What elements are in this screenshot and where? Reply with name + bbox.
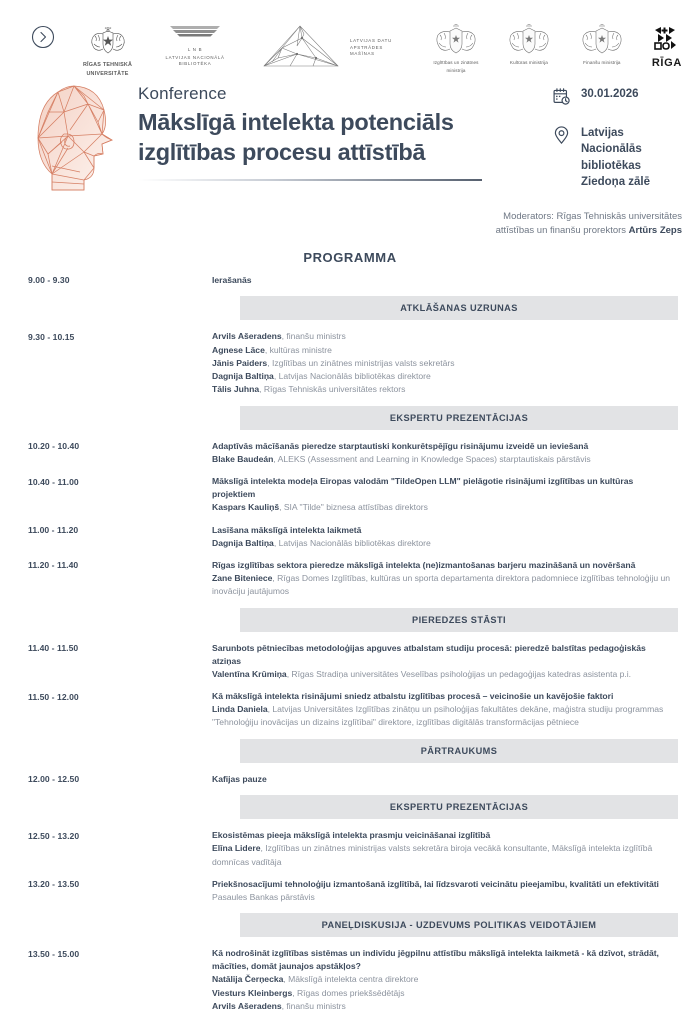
rtu-logo-caption-2: UNIVERSITĀTE (86, 71, 129, 78)
conference-header (0, 78, 700, 204)
program-section-bar (240, 296, 678, 320)
moderator-line-1: Moderators: Rīgas Tehniskās universitātes (503, 211, 682, 223)
program-row (0, 947, 678, 1013)
program-row (0, 690, 678, 730)
program-speaker (212, 501, 672, 514)
moderator-line-2 (0, 224, 682, 238)
izm-logo-caption-2: ministrija (446, 68, 466, 74)
program-row-time: 10.40 - 11.00 (28, 476, 79, 487)
moderator-note (0, 204, 700, 238)
speaker-role: , Rīgas domes priekšsēdētājs (292, 987, 405, 998)
speaker-role: , Rīgas Stradiņa universitātes Veselības psiholoģijas un pedagoģijas katedras asistenta p.i. (286, 668, 631, 679)
program-section-label: PANEĻDISKUSIJA - UZDEVUMS POLITIKAS VEIDOTĀJIEM (321, 920, 597, 931)
rtu-crest-logo (83, 24, 132, 79)
speaker-name: Elīna Lidere (212, 843, 261, 854)
program-row-speakers (212, 973, 672, 1013)
program-speaker (212, 330, 672, 343)
program-row-time: 11.00 - 11.20 (28, 525, 79, 536)
program-row-title: Rīgas izglītības sektora pieredze mākslīgā intelekta (ne)izmantošanas barjeru mazināšanā un novēršanā (212, 559, 636, 570)
program-speaker (212, 383, 672, 396)
speaker-name: Blake Baudeán (212, 453, 274, 464)
program-row-speakers (212, 668, 672, 681)
speaker-role: , Latvijas Nacionālās bibliotēkas direktore (273, 537, 431, 548)
ldm-logo-caption: LATVIJAS DATU APSTRĀDES MAŠĪNAS (350, 38, 392, 57)
program-row-body (212, 330, 678, 397)
program-speaker (212, 344, 672, 357)
speaker-role: , Mākslīgā intelekta centra direktore (283, 974, 419, 985)
program-row-title: Kafijas pauze (212, 773, 267, 784)
program-row (0, 773, 678, 786)
program-row-time: 11.40 - 11.50 (28, 643, 79, 654)
program-row-speakers (212, 453, 672, 466)
speaker-name: Natālija Čerņecka (212, 974, 284, 985)
speaker-role: , finanšu ministrs (281, 331, 346, 342)
program-row-time: 13.50 - 15.00 (28, 948, 80, 959)
program-speaker (212, 370, 672, 383)
venue-line-2: Nacionālās (581, 143, 642, 156)
program-row (0, 829, 678, 869)
program-speaker (212, 668, 672, 681)
riga-logo (652, 24, 682, 69)
lnb-logo (159, 24, 231, 67)
venue-line-3: bibliotēkas (581, 159, 642, 172)
program-row (0, 559, 678, 599)
program-row-speakers (212, 891, 672, 904)
program-row-time: 11.20 - 11.40 (28, 560, 79, 571)
izglitibas-ministrija-logo (433, 24, 479, 74)
program-row-body (212, 475, 678, 514)
program-row-title: Mākslīgā intelekta modeļa Eiropas valodām "TildeOpen LLM" pielāgotie risinājumi izglītības un kultūras projektiem (212, 476, 634, 500)
program-row-body (212, 947, 678, 1013)
program-section-bar (240, 795, 678, 819)
program-row-time: 12.50 - 13.20 (28, 830, 80, 841)
riga-logo-caption: RĪGA (651, 57, 682, 69)
programma-heading: PROGRAMMA (303, 249, 397, 265)
program-speaker (212, 357, 672, 370)
conference-title-line-1: Mākslīgā intelekta potenciāls (138, 108, 454, 135)
arrow-circle-logo (30, 24, 56, 50)
speaker-role: , Latvijas Nacionālās bibliotēkas direktore (273, 371, 431, 382)
program-row-body (212, 440, 678, 466)
program-speaker (212, 973, 672, 986)
conference-title (138, 107, 544, 168)
km-logo-caption: Kultūras ministrija (509, 60, 548, 65)
program-row-time: 9.00 - 9.30 (28, 275, 70, 286)
lnb-logo-caption-2: LATVIJAS NACIONĀLĀ BIBLIOTĒKA (165, 54, 225, 66)
program-speaker (212, 891, 672, 904)
speaker-name: Tālis Juhna (212, 384, 260, 395)
program-section-label: PIEREDZES STĀSTI (412, 614, 506, 625)
program-section-bar (240, 739, 678, 763)
speaker-role: , SIA "Tilde" biznesa attīstības direktors (279, 502, 428, 513)
program-row (0, 524, 678, 550)
speaker-name: Valentīna Krūmiņa (212, 668, 287, 679)
program-row-speakers (212, 330, 672, 397)
program-row-title: Lasīšana mākslīgā intelekta laikmetā (212, 524, 362, 535)
rtu-logo-caption: RĪGAS TEHNISKĀ (82, 62, 133, 68)
finansu-ministrija-logo (579, 24, 625, 66)
izm-logo-caption: Izglītības un zinātnes (433, 60, 479, 65)
event-venue-text (581, 125, 650, 190)
program-speaker (212, 453, 672, 466)
speaker-role: , kultūras ministre (264, 344, 332, 355)
program-row-time: 9.30 - 10.15 (28, 331, 75, 342)
speaker-name: Agnese Lāce (212, 344, 265, 355)
speaker-name: Arvils Ašeradens (212, 331, 282, 342)
program-row (0, 274, 678, 287)
program-row-body (212, 274, 678, 287)
title-divider (138, 179, 482, 182)
program-row (0, 878, 678, 904)
moderator-name: Artūrs Zeps (628, 225, 682, 237)
program-row-title: Kā nodrošināt izglītības sistēmas un indivīdu jēgpilnu attīstību mākslīgā intelekta laikmetā - kā dzīvot, strādāt, mācīties, domāt jaunajos apstākļos? (212, 948, 659, 972)
program-row-title: Adaptīvās mācīšanās pieredze starptautiski konkurētspējīgu risinājumu izveidē un ieviešanā (212, 440, 589, 451)
speaker-role: , ALEKS (Assessment and Learning in Knowledge Spaces) starptautiskais pārstāvis (273, 453, 591, 464)
program-speaker (212, 703, 672, 730)
program-row-body (212, 773, 678, 786)
venue-line-1: Latvijas (581, 127, 624, 139)
program-section-bar (240, 608, 678, 632)
program-row-speakers (212, 537, 672, 550)
speaker-name: Zane Biteniece (212, 573, 273, 584)
ldm-wireframe-logo (258, 24, 406, 70)
program-speaker (212, 572, 672, 599)
event-venue (552, 125, 682, 190)
program-row-body (212, 878, 678, 904)
moderator-role: attīstības un finanšu prorektors (495, 225, 629, 237)
speaker-role: , Latvijas Universitātes Izglītības zinātņu un psiholoģijas fakultātes dekāne, maģistra studiju programmas "Tehnoloģiju inovācijas un dizains izglītībai" direktore, izglītības digitālās transformācijas pētniece (212, 704, 664, 728)
program-row-body (212, 559, 678, 599)
program-row-time: 11.50 - 12.00 (28, 691, 79, 702)
kulturas-ministrija-logo (506, 24, 552, 66)
program-row-time: 13.20 - 13.50 (28, 879, 80, 890)
program-row-title: Priekšnosacījumi tehnoloģiju izmantošanā izglītībā, lai līdzsvaroti veicinātu pieejamību, kvalitāti un efektivitāti (212, 878, 659, 889)
program-row (0, 440, 678, 466)
event-date-text: 30.01.2026 (581, 88, 639, 100)
program-row-title: Sarunbots pētniecības metodoloģijas apguves atbalstam studiju procesā: pieredzē balstītas pedagoģiskās atziņas (212, 642, 646, 666)
event-meta (544, 80, 682, 204)
speaker-name: Dagnija Baltiņa (212, 537, 274, 548)
program-section-label: EKSPERTU PREZENTĀCIJAS (389, 802, 529, 813)
speaker-role: , Izglītības un zinātnes ministrijas valsts sekretārs (267, 357, 455, 368)
program-row-speakers (212, 703, 672, 730)
speaker-role: Pasaules Bankas pārstāvis (212, 891, 315, 902)
program-speaker (212, 987, 672, 1000)
speaker-name: Kaspars Kauliņš (212, 502, 280, 513)
program-row-speakers (212, 501, 672, 514)
fm-logo-caption: Finanšu ministrija (583, 60, 621, 65)
calendar-clock-icon (552, 86, 572, 111)
program-row-body (212, 690, 678, 730)
program-section-bar (240, 406, 678, 430)
location-pin-icon (552, 125, 572, 150)
program-row-speakers (212, 572, 672, 599)
speaker-role: , finanšu ministrs (281, 1001, 346, 1011)
program-section-label: ATKLĀŠANAS UZRUNAS (400, 303, 518, 314)
event-date (552, 86, 682, 111)
program-row (0, 330, 678, 397)
speaker-name: Linda Daniela (212, 704, 268, 715)
program-row-body (212, 829, 678, 869)
speaker-role: , Rīgas Tehniskās universitātes rektors (259, 384, 406, 395)
speaker-name: Jānis Paiders (212, 357, 268, 368)
program-row-speakers (212, 842, 672, 869)
svg-text:1862: 1862 (104, 26, 111, 30)
program-row-title: Kā mākslīgā intelekta risinājumi sniedz atbalstu izglītības procesā – veicinošie un kavējošie faktori (212, 691, 614, 702)
program-speaker (212, 537, 672, 550)
sponsor-logo-bar (0, 0, 700, 78)
conference-kicker: Konference (138, 84, 227, 103)
speaker-name: Dagnija Baltiņa (212, 371, 274, 382)
program-row (0, 475, 678, 514)
program-row-time: 12.00 - 12.50 (28, 774, 80, 785)
program-row-body (212, 524, 678, 550)
speaker-role: , Rīgas Domes Izglītības, kultūras un sporta departamenta direktora padomniece izglītības tehnoloģiju un inovāciju jautājumos (212, 573, 670, 597)
program-row-body (212, 642, 678, 681)
program-section-bar (240, 913, 678, 937)
wireframe-head-graphic (28, 80, 120, 204)
program-row (0, 642, 678, 681)
program-speaker (212, 842, 672, 869)
program-section-label: EKSPERTU PREZENTĀCIJAS (389, 412, 529, 423)
speaker-role: , Izglītības un zinātnes ministrijas valsts sekretāra biroja vecākā konsultante, Mākslīgā intelekta izglītībā domnīcas vadītāja (212, 843, 653, 867)
program-row-title: Ekosistēmas pieeja mākslīgā intelekta prasmju veicināšanai izglītībā (212, 830, 491, 841)
program-row-time: 10.20 - 10.40 (28, 441, 80, 452)
venue-line-4: Ziedoņa zālē (581, 175, 651, 188)
conference-title-line-2: izglītības procesu attīstībā (138, 139, 426, 166)
program-row-title: Ierašanās (212, 274, 252, 285)
program-section-label: PĀRTRAUKUMS (420, 745, 498, 756)
title-text-block (120, 80, 544, 204)
speaker-name: Arvils Ašeradens (212, 1001, 282, 1011)
lnb-logo-caption: L N B (187, 47, 203, 52)
speaker-name: Viesturs Kleinbergs (212, 987, 293, 998)
program-speaker (212, 1000, 672, 1013)
program-schedule (0, 274, 700, 1013)
